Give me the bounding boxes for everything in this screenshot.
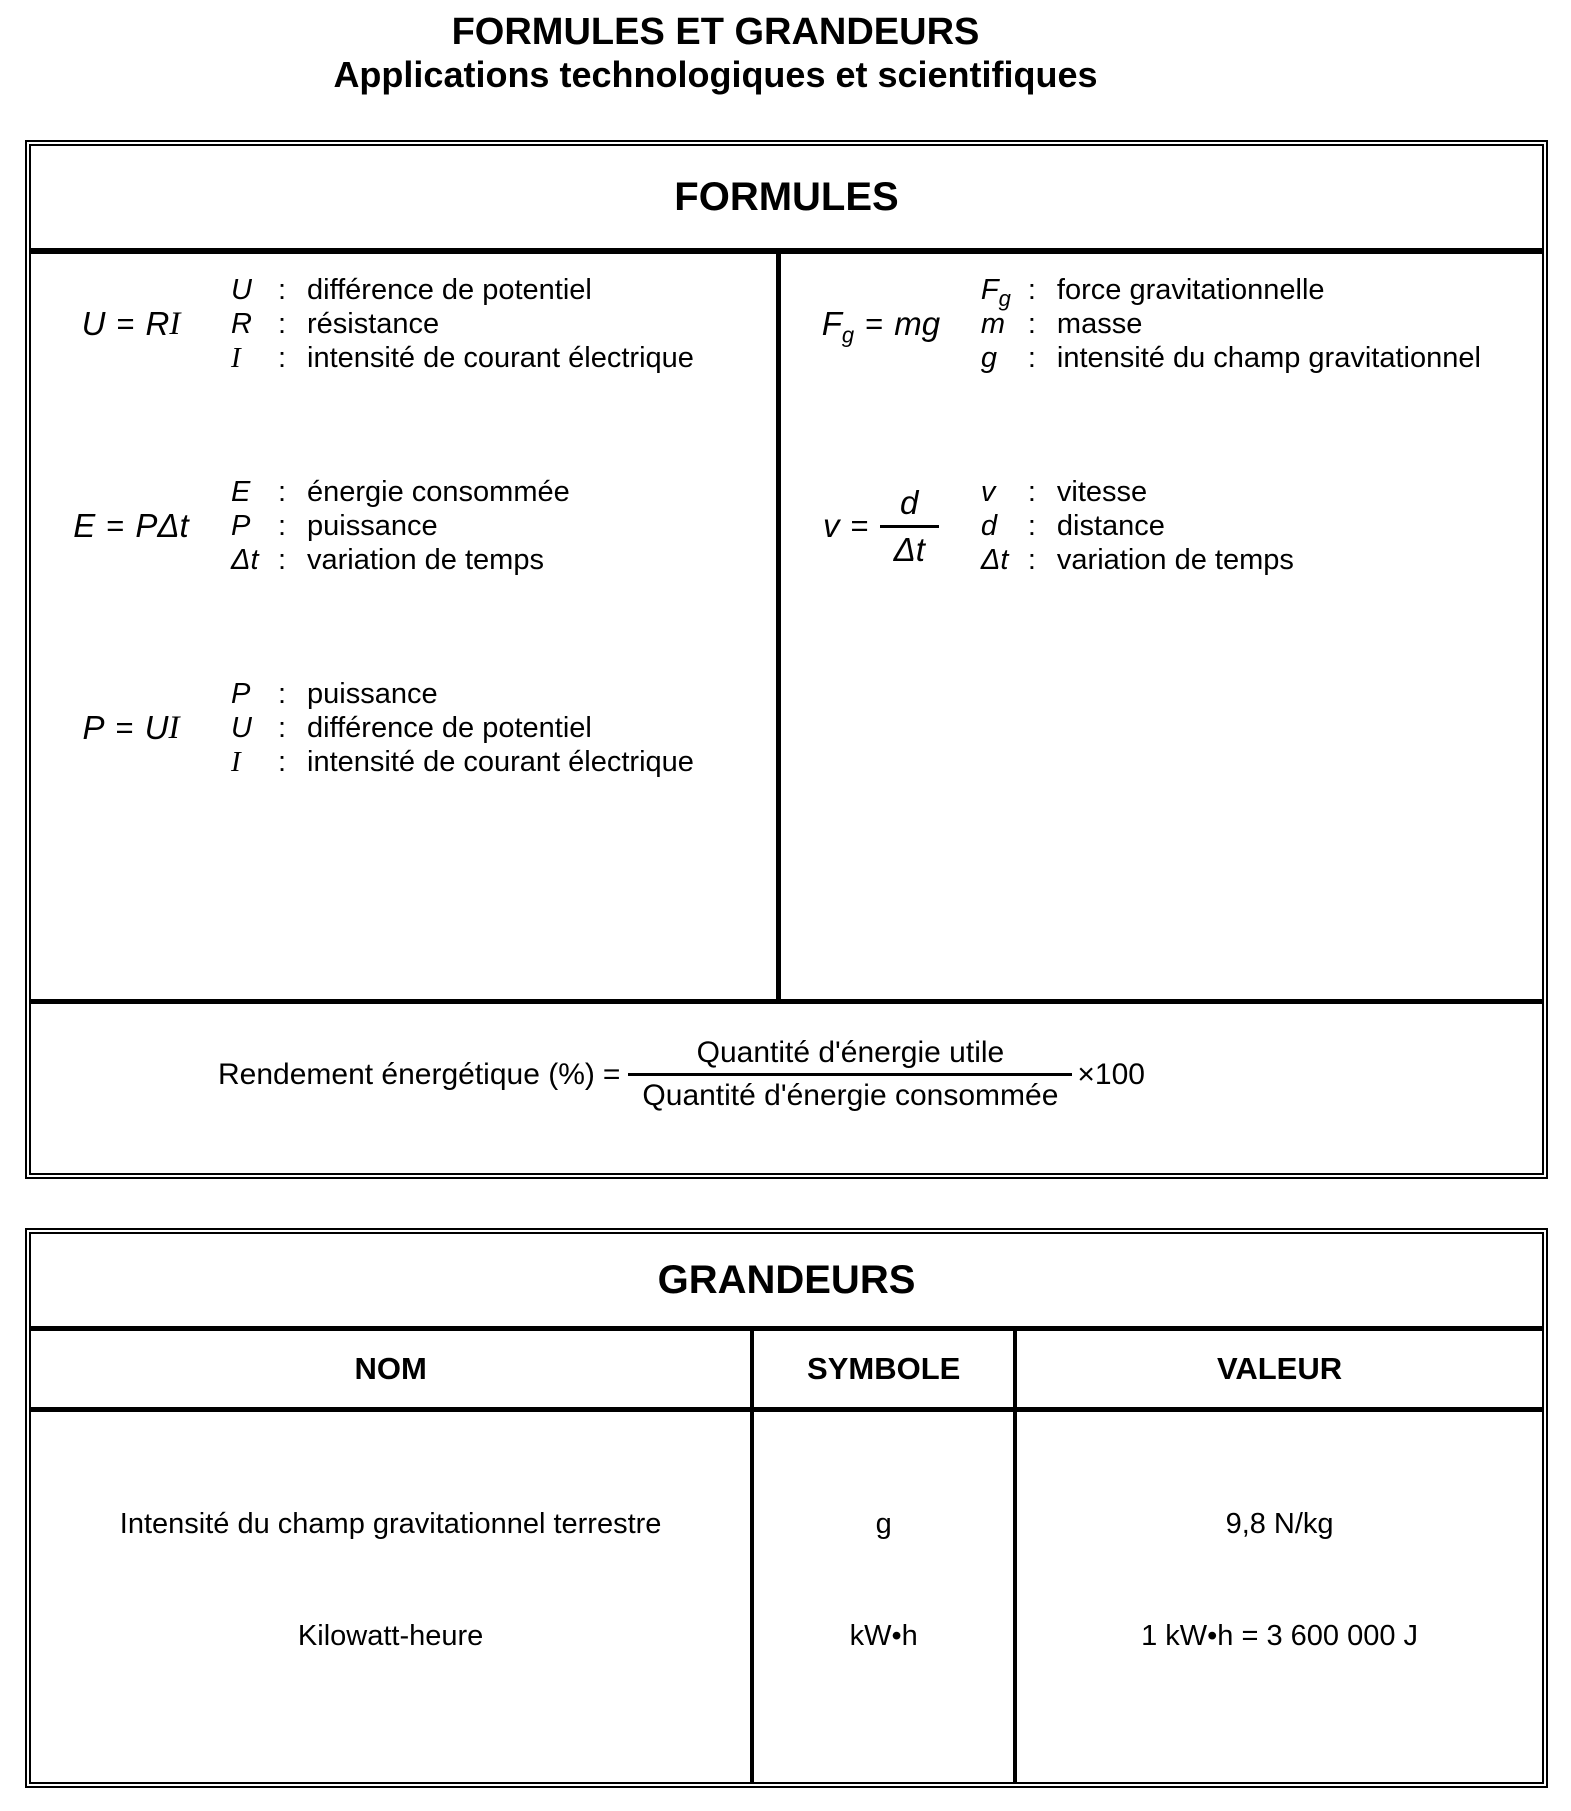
definition-symbol: v [980,476,996,508]
definition-row [231,543,570,577]
fraction-numerator: d [900,483,919,521]
definition-row [231,745,694,779]
formula-group-e-pdt [31,475,776,577]
rendement-row [31,1004,1542,1173]
definition-colon: : [278,510,287,542]
definition-colon: : [1027,274,1036,306]
definition-description: puissance [307,510,438,542]
definition-row [981,543,1294,577]
definition-symbol: I [231,342,241,374]
column-header-valeur: VALEUR [1013,1331,1542,1407]
table-cell-valeur: 9,8 N/kg [1225,1508,1334,1540]
definition-row [231,273,694,307]
definition-row [231,509,570,543]
definition-symbol: g [980,342,998,374]
column-header-nom: NOM [354,1351,427,1386]
grandeurs-body [31,1412,1542,1782]
definition-colon: : [278,476,287,508]
formula-lhs: $F_g$ [821,305,855,348]
definition-colon: : [1027,342,1036,374]
table-cell-nom: Kilowatt-heure [297,1620,484,1652]
definition-description: puissance [307,678,438,710]
definition-colon: : [278,308,287,340]
formules-right-column [776,254,1542,999]
definition-description: force gravitationnelle [1056,274,1325,306]
formula-rhs-serif: I [169,305,181,342]
definition-symbol: Δt [231,544,259,576]
definition-description: vitesse [1056,476,1148,508]
formula-expression [31,709,231,747]
grandeurs-symbole-column [750,1412,1013,1782]
definition-description: intensité de courant électrique [307,342,694,374]
subscript: g [841,322,855,348]
definition-row [981,509,1294,543]
table-cell-symbole: g [875,1508,892,1540]
formules-body [31,254,1542,1004]
definition-symbol: I [231,746,241,778]
definition-symbol: P [231,510,251,542]
grandeurs-nom-column [31,1412,750,1782]
formula-rhs: R [145,305,170,342]
definition-description: masse [1056,308,1143,340]
rendement-fraction [628,1036,1072,1113]
definition-colon: : [1027,510,1036,542]
formula-expression [781,484,981,569]
definition-row [231,307,694,341]
fraction [880,484,939,569]
equals-sign: = [115,710,134,745]
formula-rhs: U [144,709,169,746]
definition-symbol: R [231,308,252,340]
fraction-numerator: Quantité d'énergie utile [696,1036,1005,1069]
table-cell-valeur: 1 kW•h = 3 600 000 J [1141,1620,1419,1652]
table-cell-symbole: kW•h [849,1620,918,1652]
definition-colon: : [1027,476,1036,508]
formula-rhs-serif: I [168,709,180,746]
formula-group-v-d-dt [781,475,1542,577]
definition-row [981,475,1294,509]
definition-symbol: U [231,712,252,744]
grandeurs-column-headers [31,1331,1542,1412]
definition-symbol: m [980,308,1006,340]
definition-colon: : [278,678,287,710]
rendement-label: Rendement énergétique (%) [218,1057,595,1091]
definition-symbol: Δt [980,544,1009,576]
equals-sign: = [865,306,884,341]
page-title-block [0,10,1431,96]
fraction-denominator: Δt [880,525,939,569]
definition-description: énergie consommée [307,476,570,508]
grandeurs-table [29,1232,1544,1784]
formula-lhs: P [82,709,105,746]
rendement-multiplier: ×100 [1077,1057,1145,1091]
definition-description: intensité de courant électrique [307,746,694,778]
formules-table [29,144,1544,1175]
subscript: g [998,285,1011,311]
formula-expression [31,507,231,545]
definition-symbol: U [231,274,252,306]
definition-row [231,677,694,711]
definition-description: variation de temps [1056,544,1294,576]
definition-colon: : [278,342,287,374]
page-subtitle: Applications technologiques et scientifiques [333,54,1098,95]
formula-definitions [231,273,694,375]
equals-sign: = [602,1057,621,1091]
definition-symbol: $F_g$ [980,274,1011,311]
formula-definitions [231,475,570,577]
column-header-symbole: SYMBOLE [750,1331,1013,1407]
grandeurs-table-title: GRANDEURS [31,1234,1542,1331]
formules-left-column [31,254,776,999]
equals-sign: = [850,508,869,543]
fraction-denominator: Quantité d'énergie consommée [628,1073,1072,1113]
formula-rhs: mg [894,305,941,342]
definition-row [981,307,1481,341]
formula-definitions [981,273,1481,375]
formula-definitions [981,475,1294,577]
formula-definitions [231,677,694,779]
formula-group-p-ui [31,677,776,779]
definition-row [231,711,694,745]
table-cell-nom: Intensité du champ gravitationnel terrestre [119,1508,662,1540]
definition-symbol: E [231,476,251,508]
equals-sign: = [106,508,125,543]
formula-lhs: v [822,507,840,544]
formula-rhs: PΔt [135,507,189,544]
definition-colon: : [1027,544,1036,576]
formula-expression [781,305,981,348]
definition-colon: : [278,746,287,778]
definition-row [231,341,694,375]
definition-description: résistance [307,308,440,340]
formules-table-title: FORMULES [31,146,1542,254]
formula-group-fg-mg [781,273,1542,375]
definition-colon: : [278,274,287,306]
equals-sign: = [116,306,135,341]
definition-description: différence de potentiel [307,274,592,306]
definition-description: variation de temps [307,544,544,576]
formula-group-u-ri [31,273,776,375]
definition-row [980,273,1481,311]
definition-description: différence de potentiel [307,712,592,744]
formula-lhs: U [81,305,106,342]
definition-row [981,341,1481,375]
formula-lhs: E [73,507,96,544]
definition-colon: : [278,712,287,744]
definition-colon: : [1027,308,1036,340]
formula-expression [31,305,231,343]
rendement-formula [218,1036,1145,1113]
definition-description: intensité du champ gravitationnel [1056,342,1481,374]
definition-symbol: P [231,678,251,710]
definition-description: distance [1056,510,1165,542]
grandeurs-valeur-column [1013,1412,1542,1782]
definition-symbol: d [980,510,998,542]
definition-row [231,475,570,509]
definition-colon: : [278,544,287,576]
page-title: FORMULES ET GRANDEURS [451,11,980,53]
